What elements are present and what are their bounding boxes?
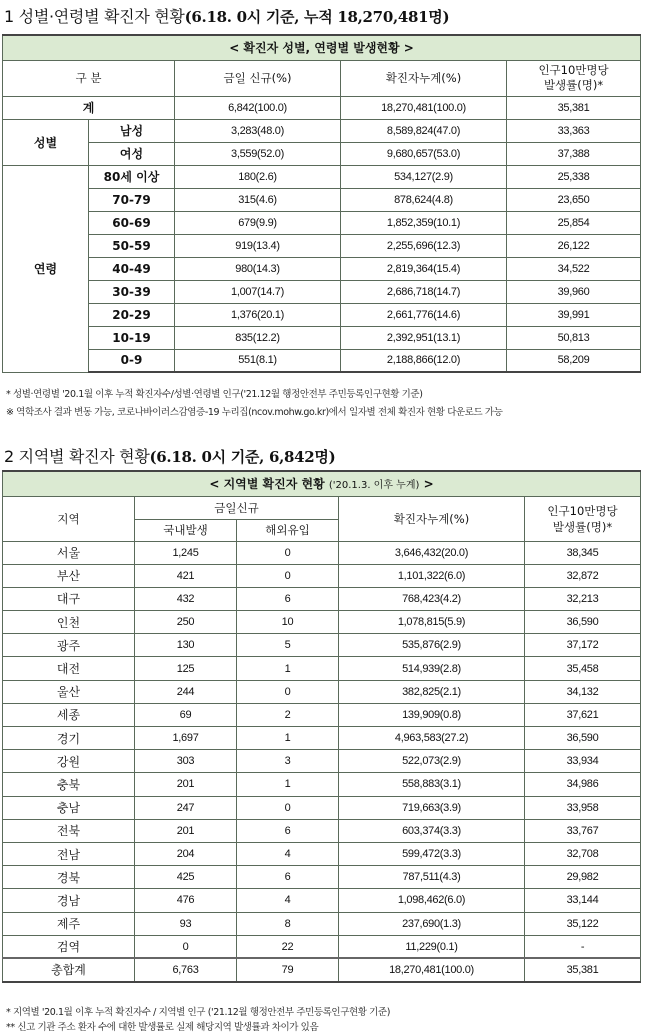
region-row bbox=[3, 889, 641, 912]
region-cumulative-cell: 599,472(3.3) bbox=[339, 842, 525, 865]
region-cumulative-cell: 603,374(3.3) bbox=[339, 819, 525, 842]
region-rate-cell: 34,986 bbox=[525, 773, 641, 796]
region-region-cell: 인천 bbox=[3, 611, 135, 634]
region-domestic-cell: 93 bbox=[135, 912, 237, 935]
age-label: 40-49 bbox=[89, 257, 175, 280]
region-domestic-cell: 204 bbox=[135, 842, 237, 865]
region-rate-cell: 36,590 bbox=[525, 611, 641, 634]
region-rate-cell: 32,872 bbox=[525, 564, 641, 587]
region-total-rate: 35,381 bbox=[525, 958, 641, 981]
gender-group-label: 성별 bbox=[3, 119, 89, 165]
region-total-cumulative: 18,270,481(100.0) bbox=[339, 958, 525, 981]
table2-caption-main: < 지역별 확진자 현황 bbox=[209, 477, 325, 492]
region-cumulative-cell: 1,078,815(5.9) bbox=[339, 611, 525, 634]
region-row bbox=[3, 935, 641, 958]
age-today: 180(2.6) bbox=[175, 165, 341, 188]
section2-note-1: * 지역별 '20.1월 이후 누적 확진자수 / 지역별 인구 ('21.12월 행정안전부 주민등록인구현황 기준) bbox=[6, 1007, 391, 1018]
region-domestic-cell: 247 bbox=[135, 796, 237, 819]
age-label: 80세 이상 bbox=[89, 165, 175, 188]
age-label: 0-9 bbox=[89, 349, 175, 372]
age-row bbox=[3, 280, 641, 303]
region-region-cell: 경기 bbox=[3, 727, 135, 750]
region-rate-cell: 33,767 bbox=[525, 819, 641, 842]
header-cumulative: 확진자누계(%) bbox=[341, 60, 507, 96]
total-today: 6,842(100.0) bbox=[175, 96, 341, 119]
age-cumulative: 2,661,776(14.6) bbox=[341, 303, 507, 326]
header-category: 구 분 bbox=[3, 60, 175, 96]
region-total-label: 총합계 bbox=[3, 958, 135, 981]
gender-label: 남성 bbox=[89, 119, 175, 142]
region-cumulative-cell: 768,423(4.2) bbox=[339, 587, 525, 610]
region-table bbox=[2, 470, 641, 983]
region-row bbox=[3, 866, 641, 889]
age-rate: 25,854 bbox=[507, 211, 641, 234]
region-overseas-cell: 1 bbox=[237, 657, 339, 680]
region-rate-cell: 32,213 bbox=[525, 587, 641, 610]
age-row bbox=[3, 234, 641, 257]
age-row bbox=[3, 326, 641, 349]
region-rate-cell: 29,982 bbox=[525, 866, 641, 889]
region-domestic-cell: 250 bbox=[135, 611, 237, 634]
age-cumulative: 2,255,696(12.3) bbox=[341, 234, 507, 257]
region-row bbox=[3, 564, 641, 587]
age-cumulative: 2,686,718(14.7) bbox=[341, 280, 507, 303]
region-region-cell: 울산 bbox=[3, 680, 135, 703]
region-rate-cell: 32,708 bbox=[525, 842, 641, 865]
region-cumulative-cell: 1,101,322(6.0) bbox=[339, 564, 525, 587]
header-today-new: 금일 신규(%) bbox=[175, 60, 341, 96]
age-rate: 58,209 bbox=[507, 349, 641, 372]
region-total-overseas: 79 bbox=[237, 958, 339, 981]
region-rate-cell: 33,934 bbox=[525, 750, 641, 773]
header-rate bbox=[525, 496, 641, 541]
header-overseas: 해외유입 bbox=[237, 519, 339, 541]
region-domestic-cell: 201 bbox=[135, 819, 237, 842]
region-cumulative-cell: 237,690(1.3) bbox=[339, 912, 525, 935]
age-row bbox=[3, 188, 641, 211]
table2-caption-sub: ('20.1.3. 이후 누계) bbox=[328, 480, 420, 492]
gender-today: 3,283(48.0) bbox=[175, 119, 341, 142]
region-cumulative-cell: 4,963,583(27.2) bbox=[339, 727, 525, 750]
region-region-cell: 강원 bbox=[3, 750, 135, 773]
region-cumulative-cell: 382,825(2.1) bbox=[339, 680, 525, 703]
region-domestic-cell: 0 bbox=[135, 935, 237, 958]
region-row bbox=[3, 587, 641, 610]
table2-caption bbox=[3, 471, 641, 496]
region-row bbox=[3, 634, 641, 657]
region-domestic-cell: 1,697 bbox=[135, 727, 237, 750]
region-domestic-cell: 476 bbox=[135, 889, 237, 912]
region-domestic-cell: 125 bbox=[135, 657, 237, 680]
region-region-cell: 전남 bbox=[3, 842, 135, 865]
region-row bbox=[3, 819, 641, 842]
age-rate: 34,522 bbox=[507, 257, 641, 280]
region-region-cell: 세종 bbox=[3, 703, 135, 726]
region-row bbox=[3, 657, 641, 680]
region-rate-cell: 33,144 bbox=[525, 889, 641, 912]
region-cumulative-cell: 11,229(0.1) bbox=[339, 935, 525, 958]
age-group-label: 연령 bbox=[3, 165, 89, 372]
region-cumulative-cell: 139,909(0.8) bbox=[339, 703, 525, 726]
region-overseas-cell: 0 bbox=[237, 541, 339, 564]
age-row bbox=[3, 211, 641, 234]
age-cumulative: 2,188,866(12.0) bbox=[341, 349, 507, 372]
age-cumulative: 878,624(4.8) bbox=[341, 188, 507, 211]
gender-rate: 33,363 bbox=[507, 119, 641, 142]
header-domestic: 국내발생 bbox=[135, 519, 237, 541]
section2-title-detail: (6.18. 0시 기준, 6,842명) bbox=[149, 448, 336, 466]
region-overseas-cell: 6 bbox=[237, 819, 339, 842]
region-cumulative-cell: 514,939(2.8) bbox=[339, 657, 525, 680]
gender-today: 3,559(52.0) bbox=[175, 142, 341, 165]
header-rate-line1: 인구10만명당 bbox=[538, 63, 609, 77]
region-row bbox=[3, 541, 641, 564]
region-row bbox=[3, 912, 641, 935]
section1-title-prefix: 1 성별·연령별 확진자 현황 bbox=[4, 7, 185, 26]
region-domestic-cell: 201 bbox=[135, 773, 237, 796]
region-rate-cell: 35,122 bbox=[525, 912, 641, 935]
section2-note-2: ** 신고 기관 주소 환자 수에 대한 발생률로 실제 해당지역 발생률과 차이가 있음 bbox=[6, 1022, 319, 1032]
header-rate bbox=[507, 60, 641, 96]
section2-title-prefix: 2 지역별 확진자 현황 bbox=[4, 447, 150, 466]
region-overseas-cell: 1 bbox=[237, 773, 339, 796]
age-cumulative: 2,819,364(15.4) bbox=[341, 257, 507, 280]
region-domestic-cell: 303 bbox=[135, 750, 237, 773]
age-row bbox=[3, 349, 641, 372]
header-rate-line1: 인구10만명당 bbox=[547, 503, 618, 518]
header-today-new: 금일신규 bbox=[135, 496, 339, 519]
region-overseas-cell: 22 bbox=[237, 935, 339, 958]
age-row bbox=[3, 257, 641, 280]
region-overseas-cell: 4 bbox=[237, 889, 339, 912]
total-cumulative: 18,270,481(100.0) bbox=[341, 96, 507, 119]
age-label: 70-79 bbox=[89, 188, 175, 211]
gender-row-female bbox=[3, 142, 641, 165]
region-row bbox=[3, 680, 641, 703]
table2-caption-end: > bbox=[423, 477, 434, 492]
region-domestic-cell: 421 bbox=[135, 564, 237, 587]
age-rate: 50,813 bbox=[507, 326, 641, 349]
region-overseas-cell: 0 bbox=[237, 680, 339, 703]
gender-cumulative: 9,680,657(53.0) bbox=[341, 142, 507, 165]
age-label: 30-39 bbox=[89, 280, 175, 303]
total-label: 계 bbox=[3, 96, 175, 119]
age-cumulative: 2,392,951(13.1) bbox=[341, 326, 507, 349]
region-row bbox=[3, 773, 641, 796]
region-region-cell: 경북 bbox=[3, 866, 135, 889]
region-rate-cell: 37,621 bbox=[525, 703, 641, 726]
region-rate-cell: 35,458 bbox=[525, 657, 641, 680]
age-rate: 39,960 bbox=[507, 280, 641, 303]
region-rate-cell: 37,172 bbox=[525, 634, 641, 657]
age-today: 1,376(20.1) bbox=[175, 303, 341, 326]
section1-note-1: * 성별·연령별 '20.1월 이후 누적 확진자수/성별·연령별 인구('21.12월 행정안전부 주민등록인구현황 기준) bbox=[6, 389, 423, 400]
header-region: 지역 bbox=[3, 496, 135, 541]
region-region-cell: 충북 bbox=[3, 773, 135, 796]
age-today: 1,007(14.7) bbox=[175, 280, 341, 303]
region-overseas-cell: 6 bbox=[237, 866, 339, 889]
gender-rate: 37,388 bbox=[507, 142, 641, 165]
age-cumulative: 534,127(2.9) bbox=[341, 165, 507, 188]
region-domestic-cell: 432 bbox=[135, 587, 237, 610]
region-region-cell: 경남 bbox=[3, 889, 135, 912]
age-today: 835(12.2) bbox=[175, 326, 341, 349]
header-rate-line2: 발생률(명)* bbox=[552, 519, 613, 534]
region-row bbox=[3, 727, 641, 750]
section2-title bbox=[4, 444, 335, 467]
region-cumulative-cell: 3,646,432(20.0) bbox=[339, 541, 525, 564]
region-domestic-cell: 244 bbox=[135, 680, 237, 703]
region-region-cell: 제주 bbox=[3, 912, 135, 935]
region-overseas-cell: 1 bbox=[237, 727, 339, 750]
age-row bbox=[3, 303, 641, 326]
age-today: 679(9.9) bbox=[175, 211, 341, 234]
region-row bbox=[3, 750, 641, 773]
header-cumulative: 확진자누계(%) bbox=[339, 496, 525, 541]
total-row bbox=[3, 96, 641, 119]
region-row bbox=[3, 703, 641, 726]
region-region-cell: 전북 bbox=[3, 819, 135, 842]
age-today: 551(8.1) bbox=[175, 349, 341, 372]
gender-age-table bbox=[2, 34, 641, 373]
region-overseas-cell: 2 bbox=[237, 703, 339, 726]
region-row bbox=[3, 796, 641, 819]
region-region-cell: 충남 bbox=[3, 796, 135, 819]
age-label: 50-59 bbox=[89, 234, 175, 257]
section1-title-detail: (6.18. 0시 기준, 누적 18,270,481명) bbox=[184, 8, 450, 26]
region-rate-cell: 36,590 bbox=[525, 727, 641, 750]
age-rate: 25,338 bbox=[507, 165, 641, 188]
region-rate-cell: 33,958 bbox=[525, 796, 641, 819]
region-domestic-cell: 69 bbox=[135, 703, 237, 726]
table1-caption: < 확진자 성별, 연령별 발생현황 > bbox=[3, 35, 641, 60]
region-total-domestic: 6,763 bbox=[135, 958, 237, 981]
age-label: 60-69 bbox=[89, 211, 175, 234]
region-region-cell: 광주 bbox=[3, 634, 135, 657]
gender-label: 여성 bbox=[89, 142, 175, 165]
section1-note-2: ※ 역학조사 결과 변동 가능, 코로나바이러스감염증-19 누리집(ncov.mohw.go.kr)에서 일자별 전체 확진자 현황 다운로드 가능 bbox=[6, 407, 503, 418]
region-cumulative-cell: 719,663(3.9) bbox=[339, 796, 525, 819]
region-region-cell: 대전 bbox=[3, 657, 135, 680]
region-cumulative-cell: 787,511(4.3) bbox=[339, 866, 525, 889]
region-row bbox=[3, 611, 641, 634]
region-domestic-cell: 425 bbox=[135, 866, 237, 889]
age-label: 20-29 bbox=[89, 303, 175, 326]
region-domestic-cell: 130 bbox=[135, 634, 237, 657]
region-cumulative-cell: 535,876(2.9) bbox=[339, 634, 525, 657]
region-overseas-cell: 8 bbox=[237, 912, 339, 935]
region-region-cell: 검역 bbox=[3, 935, 135, 958]
region-cumulative-cell: 558,883(3.1) bbox=[339, 773, 525, 796]
region-domestic-cell: 1,245 bbox=[135, 541, 237, 564]
gender-row-male bbox=[3, 119, 641, 142]
region-rate-cell: 38,345 bbox=[525, 541, 641, 564]
age-today: 315(4.6) bbox=[175, 188, 341, 211]
age-row bbox=[3, 165, 641, 188]
region-rate-cell: 34,132 bbox=[525, 680, 641, 703]
region-cumulative-cell: 522,073(2.9) bbox=[339, 750, 525, 773]
header-rate-line2: 발생률(명)* bbox=[543, 78, 604, 92]
region-cumulative-cell: 1,098,462(6.0) bbox=[339, 889, 525, 912]
region-row bbox=[3, 842, 641, 865]
region-overseas-cell: 6 bbox=[237, 587, 339, 610]
age-label: 10-19 bbox=[89, 326, 175, 349]
region-region-cell: 부산 bbox=[3, 564, 135, 587]
region-total-row bbox=[3, 958, 641, 981]
gender-cumulative: 8,589,824(47.0) bbox=[341, 119, 507, 142]
total-rate: 35,381 bbox=[507, 96, 641, 119]
region-rate-cell: - bbox=[525, 935, 641, 958]
region-overseas-cell: 3 bbox=[237, 750, 339, 773]
age-today: 980(14.3) bbox=[175, 257, 341, 280]
age-rate: 39,991 bbox=[507, 303, 641, 326]
region-overseas-cell: 5 bbox=[237, 634, 339, 657]
age-rate: 26,122 bbox=[507, 234, 641, 257]
region-overseas-cell: 4 bbox=[237, 842, 339, 865]
age-cumulative: 1,852,359(10.1) bbox=[341, 211, 507, 234]
age-today: 919(13.4) bbox=[175, 234, 341, 257]
region-region-cell: 대구 bbox=[3, 587, 135, 610]
region-region-cell: 서울 bbox=[3, 541, 135, 564]
region-overseas-cell: 10 bbox=[237, 611, 339, 634]
region-overseas-cell: 0 bbox=[237, 796, 339, 819]
age-rate: 23,650 bbox=[507, 188, 641, 211]
section1-title bbox=[4, 4, 449, 27]
region-overseas-cell: 0 bbox=[237, 564, 339, 587]
